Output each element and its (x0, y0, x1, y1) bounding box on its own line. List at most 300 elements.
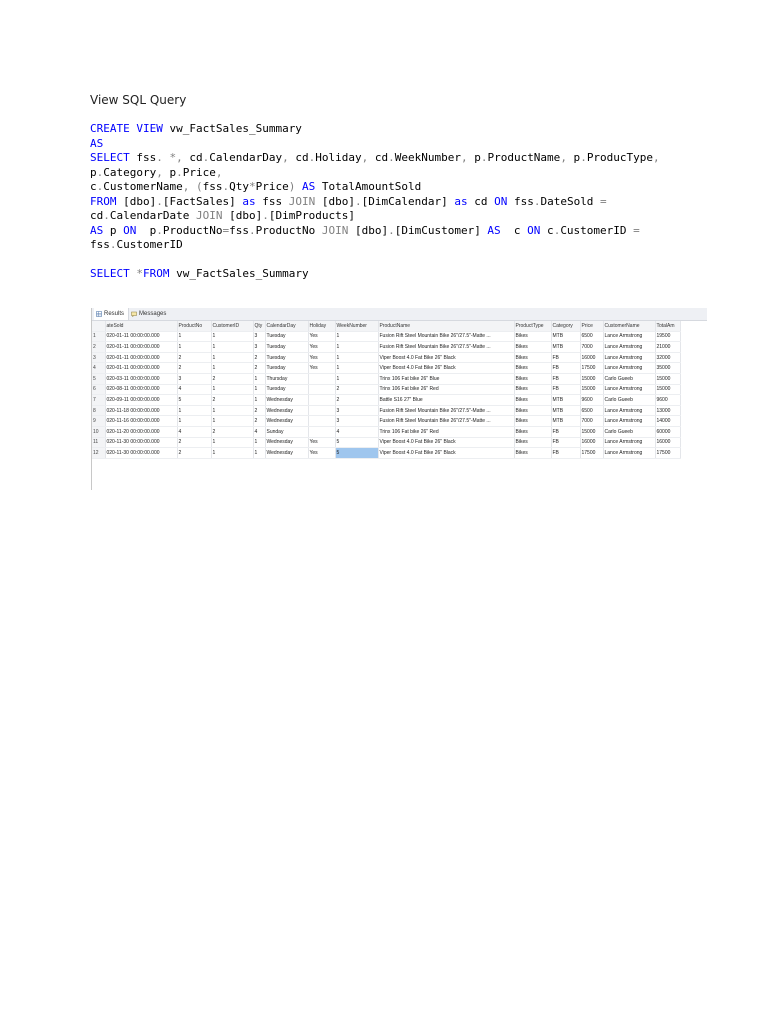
table-cell[interactable]: Fusion Rift Steel Mountain Bike 26"/27.5"-Matte ... (378, 416, 514, 427)
table-cell[interactable]: 1 (335, 342, 378, 353)
column-header[interactable]: ProductType (514, 321, 551, 331)
table-cell[interactable]: 1 (211, 331, 253, 342)
sql-token: TotalAmountSold (315, 180, 422, 193)
table-cell[interactable]: FB (551, 426, 580, 437)
table-cell[interactable]: 15000 (580, 384, 603, 395)
sql-token: CREATE VIEW (90, 122, 163, 135)
table-cell[interactable] (308, 405, 335, 416)
sql-token: . (480, 151, 488, 164)
table-cell[interactable]: 16000 (580, 352, 603, 363)
table-cell[interactable]: 3 (177, 373, 211, 384)
sql-token: . (262, 209, 269, 222)
sql-token: p (467, 151, 481, 164)
sql-token: CalendarDate (109, 209, 190, 222)
table-cell[interactable]: Tuesday (265, 352, 308, 363)
table-cell[interactable]: Bikes (514, 395, 551, 406)
sql-token: ProducType (586, 151, 654, 164)
table-cell[interactable]: Bikes (514, 352, 551, 363)
column-header[interactable]: ProductName (378, 321, 514, 331)
table-cell[interactable]: 2 (177, 448, 211, 459)
table-cell[interactable]: 020-11-18 00:00:00.000 (105, 405, 177, 416)
table-row[interactable] (92, 373, 680, 384)
sql-token: . (533, 194, 541, 208)
table-cell[interactable]: 1 (211, 363, 253, 374)
table-cell[interactable]: 2 (177, 437, 211, 448)
sql-token: vw_FactSales_Summary (162, 122, 302, 135)
table-cell[interactable]: 020-11-30 00:00:00.000 (105, 448, 177, 459)
table-cell[interactable]: 15000 (655, 373, 680, 384)
table-row[interactable] (92, 448, 680, 459)
table-cell[interactable]: FB (551, 352, 580, 363)
column-header[interactable]: WeekNumber (335, 321, 378, 331)
table-cell[interactable]: 1 (253, 437, 265, 448)
column-header[interactable]: CustomerID (211, 321, 253, 331)
column-header[interactable]: Holiday (308, 321, 335, 331)
column-header[interactable]: CustomerName (603, 321, 655, 331)
sql-token: AS (90, 223, 104, 237)
table-cell[interactable]: 35000 (655, 363, 680, 374)
sql-token: ProductNo (255, 223, 316, 237)
table-cell[interactable]: 1 (211, 342, 253, 353)
table-cell[interactable]: 14000 (655, 416, 680, 427)
sql-line-7 (90, 209, 730, 224)
row-number[interactable]: 5 (92, 373, 105, 384)
table-cell[interactable]: 1 (211, 416, 253, 427)
column-header[interactable]: ProductNo (177, 321, 211, 331)
sql-token: , (653, 151, 660, 164)
table-cell[interactable]: 1 (211, 437, 253, 448)
table-cell[interactable]: 1 (211, 448, 253, 459)
table-cell[interactable]: 9600 (655, 395, 680, 406)
table-cell[interactable]: Bikes (514, 405, 551, 416)
sql-token: [dbo] (348, 223, 389, 237)
table-cell[interactable]: 2 (335, 384, 378, 395)
sql-token: c (90, 180, 97, 193)
table-cell[interactable]: 9600 (580, 395, 603, 406)
table-row[interactable] (92, 426, 680, 437)
sql-token: . (202, 151, 210, 164)
sql-token: Holiday (315, 151, 362, 164)
sql-token: cd (368, 151, 389, 164)
table-cell[interactable]: Bikes (514, 448, 551, 459)
sql-token: . (308, 151, 316, 164)
table-cell[interactable]: 2 (253, 352, 265, 363)
table-cell[interactable]: 020-11-30 00:00:00.000 (105, 437, 177, 448)
results-grid (92, 321, 681, 459)
table-cell[interactable]: 1 (253, 384, 265, 395)
sql-token: . (103, 209, 110, 222)
sql-token: [dbo] (222, 209, 263, 222)
column-header[interactable]: Qty (253, 321, 265, 331)
sql-token: = (593, 194, 607, 208)
table-cell[interactable]: 1 (253, 373, 265, 384)
table-cell[interactable]: Carlo Gueeb (603, 426, 655, 437)
table-cell[interactable]: 15000 (580, 426, 603, 437)
column-header[interactable]: ateSold (105, 321, 177, 331)
table-cell[interactable]: 2 (211, 395, 253, 406)
table-cell[interactable]: 1 (335, 331, 378, 342)
table-cell[interactable]: 6500 (580, 405, 603, 416)
sql-token: , (460, 151, 468, 164)
results-panel (91, 308, 707, 490)
table-cell[interactable]: 020-01-11 00:00:00.000 (105, 342, 177, 353)
table-row[interactable] (92, 437, 680, 448)
table-cell[interactable]: 17500 (655, 448, 680, 459)
sql-line-10 (90, 267, 730, 282)
table-cell[interactable]: 5 (177, 395, 211, 406)
sql-token: . (96, 180, 104, 193)
sql-token: . (580, 151, 587, 164)
sql-token: fss (255, 194, 283, 208)
table-cell[interactable]: 5 (335, 448, 378, 459)
row-number[interactable]: 11 (92, 437, 105, 448)
sql-token: p (162, 165, 177, 179)
table-cell[interactable]: 1 (211, 352, 253, 363)
table-cell[interactable]: Bikes (514, 416, 551, 427)
table-cell[interactable]: 7000 (580, 342, 603, 353)
sql-token: WeekNumber (394, 151, 461, 164)
table-cell[interactable]: Carlo Gueeb (603, 373, 655, 384)
table-cell[interactable]: Fusion Rift Steel Mountain Bike 26"/27.5"-Matte ... (378, 331, 514, 342)
table-cell[interactable]: 020-11-20 00:00:00.000 (105, 426, 177, 437)
table-cell[interactable]: 2 (177, 352, 211, 363)
sql-token: Qty (229, 180, 249, 193)
results-tabs (92, 308, 707, 321)
table-cell[interactable]: Lance Armstrong (603, 416, 655, 427)
sql-token: JOIN (282, 194, 316, 208)
sql-token: . (222, 180, 230, 193)
table-row[interactable] (92, 342, 680, 353)
table-cell[interactable]: 3 (253, 342, 265, 353)
sql-token: FROM (143, 267, 170, 280)
table-row[interactable] (92, 384, 680, 395)
sql-token: CalendarDay (209, 151, 283, 164)
sql-token: CustomerName (103, 180, 183, 193)
table-cell[interactable]: Fusion Rift Steel Mountain Bike 26"/27.5"-Matte ... (378, 342, 514, 353)
sql-token: . (248, 223, 256, 237)
table-cell[interactable]: 6500 (580, 331, 603, 342)
row-number[interactable]: 6 (92, 384, 105, 395)
sql-token: . (96, 165, 104, 179)
table-cell[interactable]: Wednesday (265, 448, 308, 459)
table-cell[interactable]: 32000 (655, 352, 680, 363)
tab-results-label: Results (104, 311, 125, 317)
table-cell[interactable]: 020-08-11 00:00:00.000 (105, 384, 177, 395)
table-cell[interactable]: Viper Boost 4.0 Fat Bike 26" Black (378, 448, 514, 459)
table-cell[interactable]: 5 (335, 437, 378, 448)
table-cell[interactable]: 13000 (655, 405, 680, 416)
table-cell[interactable]: MTB (551, 405, 580, 416)
table-cell[interactable]: Yes (308, 363, 335, 374)
sql-blank-line (90, 253, 730, 268)
table-cell[interactable]: Bikes (514, 363, 551, 374)
sql-token: ProductNo (162, 223, 223, 237)
sql-token: CustomerID (116, 238, 183, 251)
table-cell[interactable]: 020-11-16 00:00:00.000 (105, 416, 177, 427)
table-cell[interactable]: 15000 (655, 384, 680, 395)
sql-token: JOIN (189, 209, 223, 222)
table-cell[interactable]: 1 (177, 342, 211, 353)
table-row[interactable] (92, 395, 680, 406)
table-cell[interactable]: 020-03-11 00:00:00.000 (105, 373, 177, 384)
table-cell[interactable]: Trinx 106 Fat bike 26" Red (378, 384, 514, 395)
table-cell[interactable]: Wednesday (265, 437, 308, 448)
table-cell[interactable]: 7000 (580, 416, 603, 427)
sql-token: [DimProducts] (268, 209, 355, 222)
table-cell[interactable]: Tuesday (265, 342, 308, 353)
sql-line-8 (90, 224, 730, 239)
table-cell[interactable]: Bikes (514, 384, 551, 395)
sql-token: ON (487, 194, 508, 208)
sql-token: ) (288, 180, 296, 193)
sql-line-2 (90, 137, 730, 152)
column-header[interactable]: CalendarDay (265, 321, 308, 331)
table-cell[interactable]: 17500 (580, 363, 603, 374)
table-cell[interactable]: Bikes (514, 426, 551, 437)
sql-token: vw_FactSales_Summary (169, 267, 309, 280)
sql-token: fss (129, 151, 157, 164)
sql-token: ProductName (487, 151, 561, 164)
sql-token: cd (90, 209, 104, 222)
sql-token: fss (202, 180, 223, 193)
table-cell[interactable]: 16000 (655, 437, 680, 448)
column-header[interactable]: TotalAm (655, 321, 680, 331)
sql-token: [DimCustomer] (394, 223, 481, 237)
table-cell[interactable]: Lance Armstrong (603, 342, 655, 353)
table-cell[interactable]: 19500 (655, 331, 680, 342)
sql-token: = (626, 223, 640, 237)
table-cell[interactable]: 020-09-11 00:00:00.000 (105, 395, 177, 406)
sql-token: p (136, 223, 157, 237)
table-cell[interactable]: Wednesday (265, 416, 308, 427)
table-cell[interactable]: Viper Boost 4.0 Fat Bike 26" Black (378, 437, 514, 448)
table-cell[interactable]: Thursday (265, 373, 308, 384)
table-cell[interactable]: 60000 (655, 426, 680, 437)
table-cell[interactable]: 2 (253, 416, 265, 427)
tab-results[interactable] (94, 308, 129, 320)
table-cell[interactable]: 3 (335, 405, 378, 416)
grid-icon (96, 311, 102, 317)
sql-token: as (447, 194, 468, 208)
table-cell[interactable]: Trinx 106 Fat bike 26" Red (378, 426, 514, 437)
sql-code-block (90, 122, 730, 282)
table-cell[interactable]: Lance Armstrong (603, 331, 655, 342)
table-cell[interactable]: Tuesday (265, 384, 308, 395)
table-cell[interactable]: 2 (253, 405, 265, 416)
sql-token: AS (295, 180, 316, 193)
table-cell[interactable]: 020-01-11 00:00:00.000 (105, 352, 177, 363)
sql-token: , (361, 151, 369, 164)
sql-token: fss (507, 194, 534, 208)
table-cell[interactable]: 21000 (655, 342, 680, 353)
table-cell[interactable]: Lance Armstrong (603, 405, 655, 416)
table-cell[interactable]: Lance Armstrong (603, 352, 655, 363)
table-cell[interactable] (308, 416, 335, 427)
table-cell[interactable]: Wednesday (265, 405, 308, 416)
table-cell[interactable]: Tuesday (265, 363, 308, 374)
sql-token: cd (182, 151, 203, 164)
table-cell[interactable]: Bikes (514, 342, 551, 353)
table-cell[interactable]: 2 (211, 373, 253, 384)
table-cell[interactable]: 1 (177, 331, 211, 342)
table-cell[interactable]: Yes (308, 331, 335, 342)
table-cell[interactable]: FB (551, 363, 580, 374)
tab-messages[interactable] (129, 308, 170, 320)
tab-messages-label: Messages (139, 311, 167, 317)
row-number[interactable]: 2 (92, 342, 105, 353)
table-cell[interactable]: 3 (335, 416, 378, 427)
table-cell[interactable]: FB (551, 448, 580, 459)
sql-token: , (182, 180, 190, 193)
sql-line-9 (90, 238, 730, 253)
column-header[interactable]: Category (551, 321, 580, 331)
row-number[interactable]: 8 (92, 405, 105, 416)
table-cell[interactable]: 1 (335, 352, 378, 363)
table-cell[interactable]: 17500 (580, 448, 603, 459)
sql-token: cd (467, 194, 488, 208)
table-cell[interactable]: Yes (308, 342, 335, 353)
table-cell[interactable]: 3 (253, 331, 265, 342)
table-cell[interactable]: 1 (335, 373, 378, 384)
table-cell[interactable]: Viper Boost 4.0 Fat Bike 26" Black (378, 352, 514, 363)
table-cell[interactable]: 2 (211, 426, 253, 437)
sql-token: [DimCalendar] (361, 194, 448, 208)
table-cell[interactable]: MTB (551, 416, 580, 427)
table-cell[interactable]: Carlo Gueeb (603, 395, 655, 406)
table-cell[interactable]: 2 (335, 395, 378, 406)
sql-token: [dbo] (116, 194, 157, 208)
sql-token: , (215, 165, 223, 179)
sql-token: , (560, 151, 567, 164)
sql-line-6 (90, 195, 730, 210)
sql-token: ON (116, 223, 137, 237)
table-row[interactable] (92, 416, 680, 427)
table-row[interactable] (92, 405, 680, 416)
table-cell[interactable]: 2 (177, 363, 211, 374)
table-cell[interactable]: Lance Armstrong (603, 437, 655, 448)
table-cell[interactable]: 4 (177, 384, 211, 395)
sql-token: JOIN (315, 223, 349, 237)
sql-token: p (103, 223, 117, 237)
table-cell[interactable]: 2 (253, 363, 265, 374)
table-cell[interactable]: MTB (551, 395, 580, 406)
table-cell[interactable]: 1 (177, 416, 211, 427)
sql-token: [dbo] (315, 194, 355, 208)
sql-token: . (156, 194, 163, 208)
table-row[interactable] (92, 331, 680, 342)
table-cell[interactable]: 1 (335, 363, 378, 374)
sql-token: c (540, 223, 554, 237)
table-cell[interactable]: Bikes (514, 331, 551, 342)
table-cell[interactable]: FB (551, 384, 580, 395)
sql-token: . (388, 151, 395, 164)
row-number[interactable]: 4 (92, 363, 105, 374)
sql-token: * (162, 151, 177, 164)
table-cell[interactable]: Battle S16 27" Blue (378, 395, 514, 406)
table-cell[interactable]: 020-01-11 00:00:00.000 (105, 363, 177, 374)
sql-token: * (129, 267, 143, 280)
table-cell[interactable] (308, 426, 335, 437)
sql-token: DateSold (540, 194, 594, 208)
sql-token: AS (480, 223, 501, 237)
row-number[interactable]: 7 (92, 395, 105, 406)
column-header[interactable] (92, 321, 105, 331)
table-cell[interactable]: FB (551, 437, 580, 448)
table-cell[interactable]: 1 (253, 448, 265, 459)
table-cell[interactable]: 4 (253, 426, 265, 437)
table-cell[interactable]: Yes (308, 448, 335, 459)
sql-token: . (388, 223, 395, 237)
sql-token: p (90, 165, 97, 179)
messages-icon (131, 311, 137, 317)
table-cell[interactable]: Tuesday (265, 331, 308, 342)
sql-token: . (176, 165, 183, 179)
table-cell[interactable]: 15000 (580, 373, 603, 384)
sql-token: FROM (90, 194, 117, 208)
table-cell[interactable]: Lance Armstrong (603, 363, 655, 374)
table-cell[interactable]: Yes (308, 437, 335, 448)
table-cell[interactable]: FB (551, 373, 580, 384)
table-cell[interactable]: 1 (177, 405, 211, 416)
table-cell[interactable]: MTB (551, 331, 580, 342)
sql-token: . (156, 223, 163, 237)
table-cell[interactable]: Lance Armstrong (603, 384, 655, 395)
row-number[interactable]: 3 (92, 352, 105, 363)
table-cell[interactable]: 1 (211, 405, 253, 416)
table-cell[interactable]: Fusion Rift Steel Mountain Bike 26"/27.5"-Matte ... (378, 405, 514, 416)
table-cell[interactable]: 1 (253, 395, 265, 406)
sql-token: SELECT (90, 151, 130, 164)
table-row[interactable] (92, 363, 680, 374)
table-cell[interactable]: Bikes (514, 437, 551, 448)
table-cell[interactable]: Bikes (514, 373, 551, 384)
row-number[interactable]: 10 (92, 426, 105, 437)
table-cell[interactable]: 16000 (580, 437, 603, 448)
table-cell[interactable] (308, 384, 335, 395)
sql-token: p (566, 151, 581, 164)
table-cell[interactable]: Sunday (265, 426, 308, 437)
table-cell[interactable]: 4 (335, 426, 378, 437)
table-cell[interactable]: 1 (211, 384, 253, 395)
sql-line-5 (90, 180, 730, 195)
sql-token: SELECT (90, 267, 130, 280)
table-cell[interactable]: 020-01-11 00:00:00.000 (105, 331, 177, 342)
table-cell[interactable]: Yes (308, 352, 335, 363)
sql-line-3 (90, 151, 730, 166)
column-header[interactable]: Price (580, 321, 603, 331)
page-heading: View SQL Query (90, 93, 187, 107)
table-cell[interactable]: Lance Armstrong (603, 448, 655, 459)
row-number[interactable]: 1 (92, 331, 105, 342)
sql-token: cd (288, 151, 309, 164)
row-number[interactable]: 12 (92, 448, 105, 459)
sql-token: , (176, 151, 183, 164)
table-cell[interactable]: MTB (551, 342, 580, 353)
sql-line-1 (90, 122, 730, 137)
table-cell[interactable]: Viper Boost 4.0 Fat Bike 26" Black (378, 363, 514, 374)
row-number[interactable]: 9 (92, 416, 105, 427)
table-cell[interactable] (308, 373, 335, 384)
table-cell[interactable]: 4 (177, 426, 211, 437)
table-cell[interactable]: Wednesday (265, 395, 308, 406)
sql-token: = (222, 223, 230, 237)
sql-token: fss (90, 238, 110, 251)
table-cell[interactable]: Trinx 106 Fat bike 26" Blue (378, 373, 514, 384)
table-row[interactable] (92, 352, 680, 363)
table-cell[interactable] (308, 395, 335, 406)
grid-header-row (92, 321, 680, 331)
sql-token: [FactSales] (162, 194, 236, 208)
